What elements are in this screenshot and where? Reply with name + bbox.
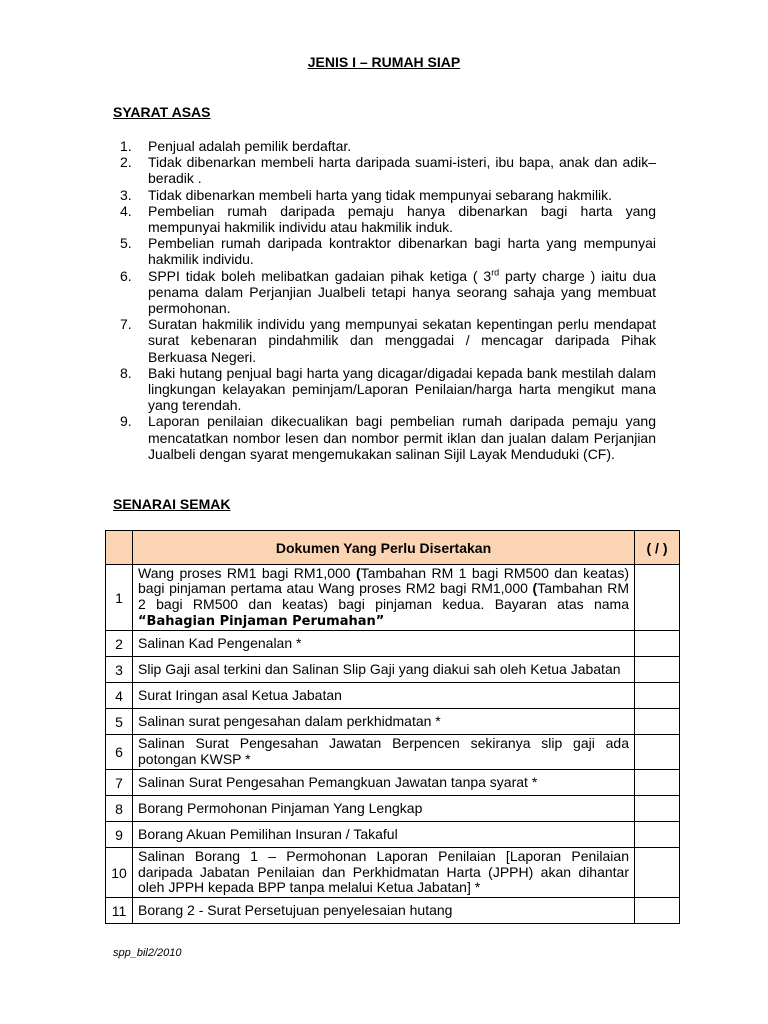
rule-item: 5. Pembelian rumah daripada kontraktor dibenarkan bagi harta yang mempunyai hakmilik individu. <box>120 235 656 268</box>
table-row <box>106 822 680 848</box>
table-row <box>106 898 680 924</box>
rule-text: Suratan hakmilik individu yang mempunyai sekatan kepentingan perlu mendapat surat kebenaran pindahmilik dan menggadai / mencagar daripada Pihak Berkuasa Negeri. <box>148 316 656 365</box>
rules-list <box>112 138 656 462</box>
row-document: Salinan Borang 1 – Permohonan Laporan Penilaian [Laporan Penilaian daripada Jabatan Penilaian dan Perkhidmatan Harta (JPPH) akan dihantar oleh JPPH kepada BPP tanpa melalui Ketua Jabatan] * <box>133 848 635 898</box>
row-number: 10 <box>106 848 133 898</box>
table-row <box>106 848 680 898</box>
table-row <box>106 565 680 631</box>
row-document: Wang proses RM1 bagi RM1,000 (Tambahan RM 1 bagi RM500 dan keatas) bagi pinjaman pertama atau Wang proses RM2 bagi RM1,000 (Tambahan RM 2 bagi RM500 dan keatas) bagi pinjaman kedua. Bayaran atas nama “Bahagian Pinjaman Perumahan” <box>133 565 635 631</box>
senarai-semak-heading: SENARAI SEMAK <box>113 496 231 512</box>
tick-cell[interactable] <box>635 796 680 822</box>
tick-cell[interactable] <box>635 770 680 796</box>
header-document-cell: Dokumen Yang Perlu Disertakan <box>133 531 635 565</box>
table-row <box>106 631 680 657</box>
tick-cell[interactable] <box>635 631 680 657</box>
rule-item: 1. Penjual adalah pemilik berdaftar. <box>120 138 352 154</box>
rule-item: 6. SPPI tidak boleh melibatkan gadaian pihak ketiga ( 3rd party charge ) iaitu dua penama dalam Perjanjian Jualbeli tetapi hanya seorang sahaja yang membuat permohonan. <box>120 266 656 317</box>
rule-text: Laporan penilaian dikecualikan bagi pembelian rumah daripada pemaju yang mencatatkan nombor lesen dan nombor permit iklan dan jualan dalam Perjanjian Jualbeli dengan syarat mengemukakan salinan Sijil Layak Menduduki (CF). <box>148 413 656 462</box>
tick-cell[interactable] <box>635 898 680 924</box>
rule-text: Baki hutang penjual bagi harta yang dicagar/digadai kepada bank mestilah dalam lingkungan kelayakan peminjam/Laporan Penilaian/harga harta mengikut mana yang terendah. <box>148 364 656 414</box>
tick-cell[interactable] <box>635 822 680 848</box>
table-row <box>106 683 680 709</box>
row-number: 1 <box>106 565 133 631</box>
row-document: Salinan Kad Pengenalan * <box>133 631 635 657</box>
row-document: Slip Gaji asal terkini dan Salinan Slip Gaji yang diakui sah oleh Ketua Jabatan <box>133 657 635 683</box>
document-title: JENIS I – RUMAH SIAP <box>307 54 461 70</box>
row-document: Borang Permohonan Pinjaman Yang Lengkap <box>133 796 635 822</box>
syarat-asas-heading: SYARAT ASAS <box>113 104 211 120</box>
row-document: Borang 2 - Surat Persetujuan penyelesaian hutang <box>133 898 635 924</box>
rule-item: 8. Baki hutang penjual bagi harta yang dicagar/digadai kepada bank mestilah dalam lingkungan kelayakan peminjam/Laporan Penilaian/harga harta mengikut mana yang terendah. <box>120 364 656 414</box>
row-number: 7 <box>106 770 133 796</box>
row-number: 9 <box>106 822 133 848</box>
rule-item: 2. Tidak dibenarkan membeli harta daripada suami-isteri, ibu bapa, anak dan adik–beradik . <box>120 154 656 187</box>
tick-cell[interactable] <box>635 565 680 631</box>
row-number: 4 <box>106 683 133 709</box>
row-number: 11 <box>106 898 133 924</box>
rule-text: Pembelian rumah daripada pemaju hanya dibenarkan bagi harta yang mempunyai hakmilik individu atau hakmilik induk. <box>148 202 656 236</box>
table-row <box>106 709 680 735</box>
row-document: Salinan surat pengesahan dalam perkhidmatan * <box>133 709 635 735</box>
row-number: 8 <box>106 796 133 822</box>
footer-reference: spp_bil2/2010 <box>113 947 182 959</box>
table-header-row <box>106 531 680 565</box>
row-document: Surat Iringan asal Ketua Jabatan <box>133 683 635 709</box>
rule-text: SPPI tidak boleh melibatkan gadaian pihak ketiga ( 3rd party charge ) iaitu dua penama dalam Perjanjian Jualbeli tetapi hanya seorang sahaja yang membuat permohonan. <box>148 266 656 317</box>
checklist-table <box>105 530 680 924</box>
header-tick-cell: ( / ) <box>635 531 680 565</box>
rule-text: Penjual adalah pemilik berdaftar. <box>148 138 352 154</box>
header-number-cell <box>106 531 133 565</box>
tick-cell[interactable] <box>635 848 680 898</box>
tick-cell[interactable] <box>635 683 680 709</box>
rule-item: 9. Laporan penilaian dikecualikan bagi pembelian rumah daripada pemaju yang mencatatkan nombor lesen dan nombor permit iklan dan jualan dalam Perjanjian Jualbeli dengan syarat mengemukakan salinan Sijil Layak Menduduki (CF). <box>120 413 656 462</box>
rule-text: Tidak dibenarkan membeli harta yang tidak mempunyai sebarang hakmilik. <box>148 186 613 203</box>
tick-cell[interactable] <box>635 657 680 683</box>
row-document: Borang Akuan Pemilihan Insuran / Takaful <box>133 822 635 848</box>
row-document: Salinan Surat Pengesahan Jawatan Berpencen sekiranya slip gaji ada potongan KWSP * <box>133 735 635 770</box>
tick-cell[interactable] <box>635 709 680 735</box>
row-number: 6 <box>106 735 133 770</box>
row-number: 5 <box>106 709 133 735</box>
rule-text: Pembelian rumah daripada kontraktor dibenarkan bagi harta yang mempunyai hakmilik individu. <box>148 235 656 268</box>
rule-item: 4. Pembelian rumah daripada pemaju hanya dibenarkan bagi harta yang mempunyai hakmilik individu atau hakmilik induk. <box>120 202 656 236</box>
rule-text: Tidak dibenarkan membeli harta daripada suami-isteri, ibu bapa, anak dan adik–beradik . <box>148 154 656 187</box>
row-document: Salinan Surat Pengesahan Pemangkuan Jawatan tanpa syarat * <box>133 770 635 796</box>
table-row <box>106 735 680 770</box>
rule-item: 3. Tidak dibenarkan membeli harta yang tidak mempunyai sebarang hakmilik. <box>120 186 613 203</box>
table-row <box>106 770 680 796</box>
row-number: 2 <box>106 631 133 657</box>
table-row <box>106 657 680 683</box>
superscript: rd <box>491 266 500 277</box>
table-row <box>106 796 680 822</box>
rule-item: 7. Suratan hakmilik individu yang mempunyai sekatan kepentingan perlu mendapat surat kebenaran pindahmilik dan menggadai / mencagar daripada Pihak Berkuasa Negeri. <box>120 316 656 365</box>
tick-cell[interactable] <box>635 735 680 770</box>
row-number: 3 <box>106 657 133 683</box>
